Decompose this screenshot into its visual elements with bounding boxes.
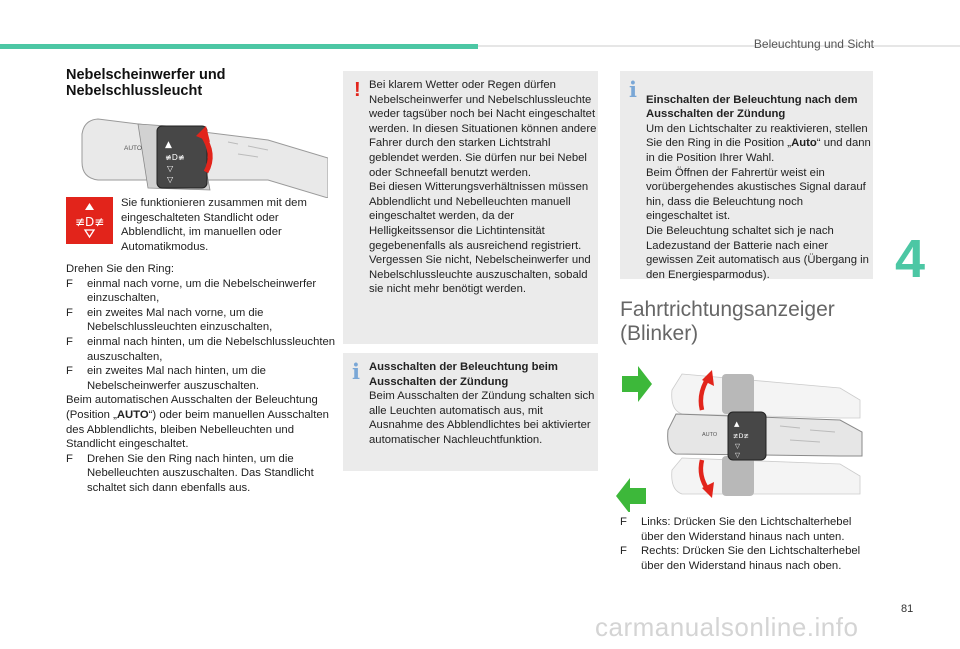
fog-section-title: Nebelscheinwerfer und Nebelschlussleucht — [66, 67, 226, 99]
warning-text: Bei klarem Wetter oder Regen dürfen Nebelscheinwerfer und Nebelschlussleuchte weder tagsüber noch bei Nacht eingeschaltet werden. In diesen Situationen können andere Fahrer durch den starken Lichtstrahl geblendet werden. Sie dürfen nur bei Nebel oder Schneefall benutzt werden. Bei diesen Witterungsverhältnissen müssen Abblendlicht und Nebelleuchten manuell eingeschaltet werden, da der Helligkeitssensor die Lichtintensität gegebenenfalls als ausreichend registriert. Vergessen Sie nicht, Nebelscheinwerfer und Nebelschlussleuchte auszuschalten, sobald sie nicht mehr benötigt werden. — [369, 79, 597, 296]
fog-ring-stalk-illustration — [78, 110, 328, 198]
watermark: carmanualsonline.info — [595, 612, 859, 642]
fog-lamp-icon — [66, 197, 113, 244]
svg-text:▽: ▽ — [735, 442, 740, 450]
svg-text:▽: ▽ — [167, 164, 174, 173]
fog-ring-instructions — [66, 262, 336, 496]
info-box-ignition-off — [343, 353, 598, 471]
svg-text:≢D≢: ≢D≢ — [165, 153, 185, 162]
turn-signal-stalk-illustration — [610, 360, 878, 512]
ring-intro: Drehen Sie den Ring: — [66, 263, 175, 275]
info-icon: i — [629, 77, 637, 102]
chapter-number: 4 — [895, 229, 926, 289]
header-rule — [478, 45, 960, 47]
warning-box — [343, 71, 598, 344]
info-box-lighting-reactivation: i Einschalten der Beleuchtung nach dem Ausschalten der Zündung Um den Lichtschalter zu reaktivieren, stellen Sie den Ring in die Position „Auto“ und dann in die Position Ihrer Wahl. Beim Öffnen der Fahrertür weist ein vorübergehendes akustisches Signal darauf hin, dass die Beleuchtung noch eingeschaltet ist. Die Beleuchtung schaltet sich je nach Ladezustand der Batterie nach einer gewissen Zeit automatisch aus (Übergang in den Energiesparmodus). — [620, 71, 873, 279]
header-accent-bar — [0, 44, 478, 49]
blinker-section-title: Fahrtrichtungsanzeiger (Blinker) — [620, 298, 835, 345]
info-icon: i — [352, 359, 360, 384]
fog-description: Sie funktionieren zusammen mit dem eingeschalteten Standlicht oder Abblendlicht, im manuellen oder Automatikmodus. — [121, 197, 307, 253]
list-item: F einmal nach vorne, um die Nebelscheinwerfer einzuschalten, — [66, 277, 317, 305]
svg-text:▽: ▽ — [167, 175, 174, 184]
info-text: Beim Ausschalten der Zündung schalten sich alle Leuchten automatisch aus, mit Ausnahme des Abblendlichtes bei aktivierter automatischer Nachleuchtfunktion. — [369, 390, 595, 446]
list-item: F Links: Drücken Sie den Lichtschalterhebel über den Widerstand hinaus nach unten. — [620, 516, 852, 543]
auto-mode-note: Beim automatischen Ausschalten der Beleuchtung (Position „AUTO“) oder beim manuellen Ausschalten des Abblendlichts, bleiben Nebelleuchten und Standlicht eingeschaltet. — [66, 394, 329, 451]
svg-text:≢D≢: ≢D≢ — [733, 432, 749, 440]
list-item: F ein zweites Mal nach hinten, um die Nebelscheinwerfer auszuschalten. — [66, 365, 266, 392]
auto-label: AUTO — [702, 432, 718, 438]
warning-icon: ! — [354, 79, 361, 101]
info-title: Einschalten der Beleuchtung nach dem Ausschalten der Zündung — [646, 93, 858, 121]
svg-text:≢D≢: ≢D≢ — [75, 215, 105, 229]
svg-text:▽: ▽ — [735, 451, 740, 459]
svg-text:▲: ▲ — [734, 420, 740, 428]
info-title: Ausschalten der Beleuchtung beim Ausschalten der Zündung — [369, 361, 558, 388]
chapter-title: Beleuchtung und Sicht — [753, 37, 874, 51]
list-item: F einmal nach hinten, um die Nebelschlussleuchten auszuschalten, — [66, 335, 336, 363]
blinker-instructions — [620, 515, 875, 573]
list-item: F Rechts: Drücken Sie den Lichtschalterhebel über den Widerstand hinaus nach oben. — [620, 545, 861, 572]
list-item: F Drehen Sie den Ring nach hinten, um die Nebelleuchten auszuschalten. Das Standlicht schaltet sich dann ebenfalls aus. — [66, 452, 314, 494]
page-number: 81 — [901, 603, 914, 615]
list-item: F ein zweites Mal nach vorne, um die Nebelschlussleuchten einzuschalten, — [66, 306, 273, 334]
auto-label: AUTO — [124, 145, 142, 152]
left-arrow-icon — [616, 478, 646, 512]
svg-text:▲: ▲ — [165, 140, 172, 150]
right-arrow-icon — [622, 366, 652, 402]
